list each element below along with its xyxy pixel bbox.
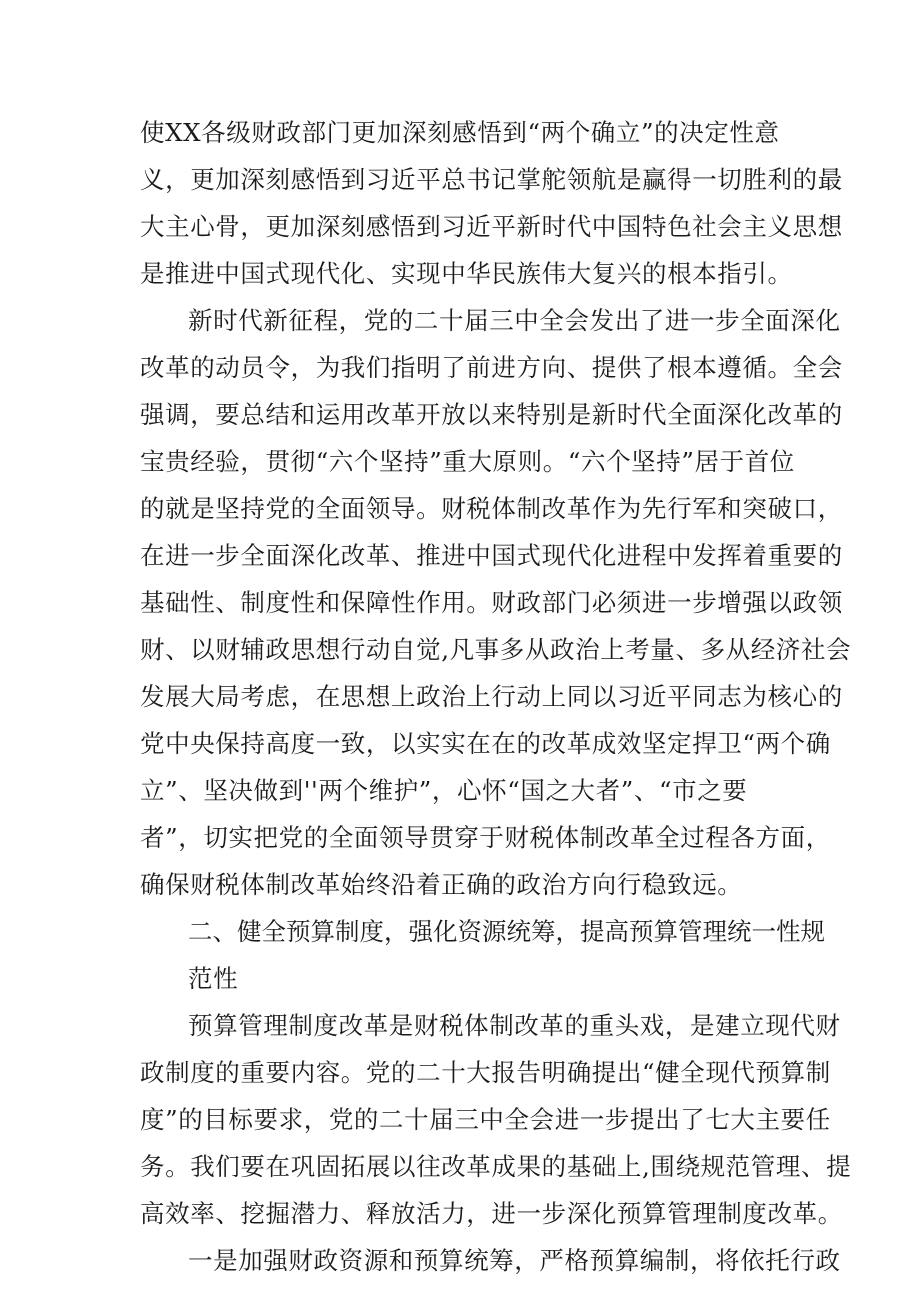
text-line: 宝贵经验，贯彻“六个坚持”重大原则。“六个坚持”居于首位 [140,447,795,476]
text-line: 大主心骨，更加深刻感悟到习近平新时代中国特色社会主义思想 [140,212,843,241]
text-line: 使XX各级财政部门更加深刻感悟到“两个确立”的决定性意 [140,118,780,147]
section-heading: 二、健全预算制度，强化资源统筹，提高预算管理统一性规 [188,917,825,946]
section-heading-continued: 范性 [188,964,239,993]
text-line: 义，更加深刻感悟到习近平总书记掌舵领航是赢得一切胜利的最 [140,165,843,194]
text-line: 者”，切实把党的全面领导贯穿于财税体制改革全过程各方面， [140,823,831,852]
text-line: 是推进中国式现代化、实现中华民族伟大复兴的根本指引。 [140,259,793,288]
text-line: 的就是坚持党的全面领导。财税体制改革作为先行军和突破口， [140,494,843,523]
text-line: 务。我们要在巩固拓展以往改革成果的基础上,围绕规范管理、提 [140,1152,852,1181]
text-line: 改革的动员令，为我们指明了前进方向、提供了根本遵循。全会 [140,353,843,382]
text-line: 立”、坚决做到''两个维护”，心怀“国之大者”、“市之要 [140,776,748,805]
paragraph-first-line: 预算管理制度改革是财税体制改革的重头戏，是建立现代财 [188,1011,841,1040]
text-line: 基础性、制度性和保障性作用。财政部门必须进一步增强以政领 [140,588,843,617]
paragraph-first-line: 一是加强财政资源和预算统筹，严格预算编制，将依托行政 [188,1246,841,1275]
text-line: 强调，要总结和运用改革开放以来特别是新时代全面深化改革的 [140,400,843,429]
text-line: 在进一步全面深化改革、推进中国式现代化进程中发挥着重要的 [140,541,843,570]
text-line: 政制度的重要内容。党的二十大报告明确提出“健全现代预算制 [140,1058,831,1087]
text-line: 确保财税体制改革始终沿着正确的政治方向行稳致远。 [140,870,743,899]
text-line: 度”的目标要求，党的二十届三中全会进一步提出了七大主要任 [140,1105,831,1134]
text-line: 财、以财辅政思想行动自觉,凡事多从政治上考量、多从经济社会 [140,635,852,664]
paragraph-first-line: 新时代新征程，党的二十届三中全会发出了进一步全面深化 [188,306,841,335]
text-line: 高效率、挖掘潜力、释放活力，进一步深化预算管理制度改革。 [140,1199,843,1228]
text-line: 党中央保持高度一致，以实实在在的改革成效坚定捍卫“两个确 [140,729,831,758]
text-line: 发展大局考虑，在思想上政治上行动上同以习近平同志为核心的 [140,682,843,711]
